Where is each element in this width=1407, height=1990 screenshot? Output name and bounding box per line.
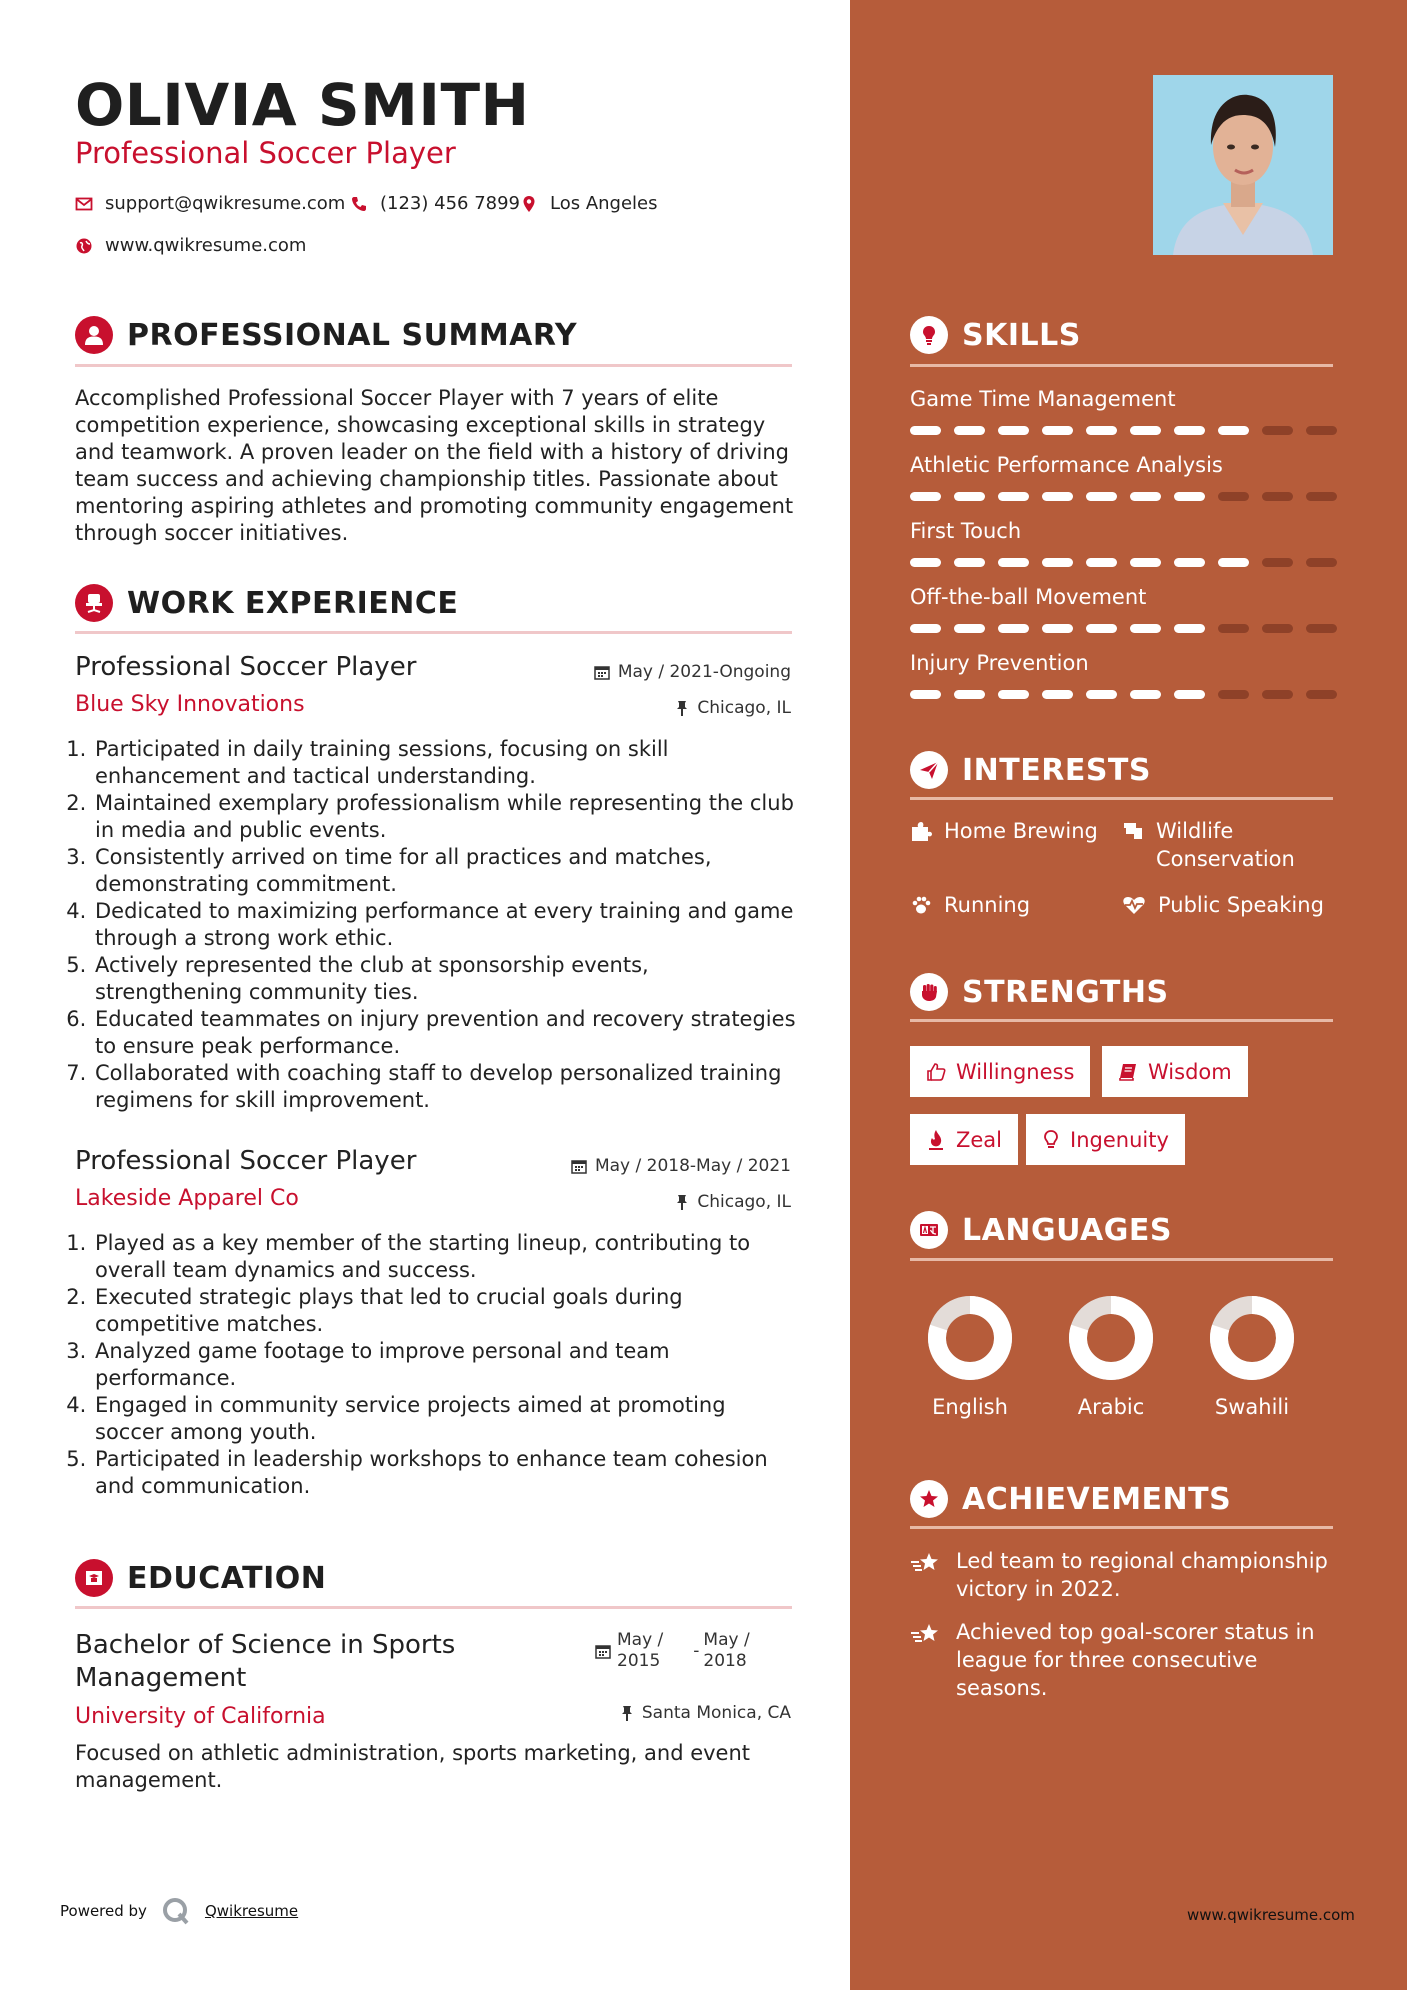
envelope-icon <box>75 195 93 213</box>
interest-label: Conservation <box>1156 847 1295 871</box>
summary-line: team success and achieving championship titles. Passionate about <box>75 467 778 491</box>
skill-name: First Touch <box>910 519 1022 543</box>
achievement-line: Achieved top goal-scorer status in <box>956 1620 1315 1644</box>
candidate-role: Professional Soccer Player <box>75 136 456 170</box>
rating-dash-filled <box>910 690 941 699</box>
rating-dash-filled <box>954 426 985 435</box>
book-icon <box>1118 1062 1138 1082</box>
interest-item <box>910 891 1030 919</box>
phone-text: (123) 456 7899 <box>380 193 521 214</box>
rating-dash-filled <box>1086 624 1117 633</box>
shooting-star-icon <box>910 1550 942 1576</box>
rating-dash-filled <box>998 492 1029 501</box>
flame-icon <box>926 1129 946 1151</box>
rating-dash-empty <box>1306 624 1337 633</box>
rating-dash-filled <box>1086 492 1117 501</box>
rating-dash-filled <box>998 624 1029 633</box>
rating-dash-empty <box>1218 492 1249 501</box>
rating-dash-filled <box>910 492 941 501</box>
language-icon <box>910 1211 948 1249</box>
interests-divider <box>910 797 1333 800</box>
interest-label: Home Brewing <box>944 819 1098 843</box>
footer-url[interactable]: www.qwikresume.com <box>1187 1906 1355 1924</box>
achievement-line: victory in 2022. <box>956 1577 1121 1601</box>
end-date <box>703 1630 749 1672</box>
summary-title: PROFESSIONAL SUMMARY <box>127 317 578 353</box>
job-date-text: May / 2018-May / 2021 <box>594 1156 791 1176</box>
rating-dash-filled <box>998 690 1029 699</box>
skill-item <box>910 583 1340 649</box>
skill-name: Injury Prevention <box>910 651 1089 675</box>
summary-line: and teamwork. A proven leader on the field with a history of driving <box>75 440 789 464</box>
globe-icon <box>75 237 93 255</box>
job-location-text: Chicago, IL <box>697 1192 791 1212</box>
languages-divider <box>910 1258 1333 1261</box>
date-separator: - <box>693 1640 700 1661</box>
job-date-text: May / 2021-Ongoing <box>617 662 791 682</box>
rating-dash-filled <box>954 558 985 567</box>
skills-heading <box>910 316 1081 354</box>
rating-dash-filled <box>998 558 1029 567</box>
rating-dash-filled <box>1086 690 1117 699</box>
shooting-star-icon <box>910 1621 942 1647</box>
degree-line: Management <box>75 1663 247 1693</box>
job-date <box>571 1156 791 1176</box>
office-chair-icon <box>75 584 113 622</box>
skill-item <box>910 649 1340 715</box>
heartbeat-icon <box>1122 894 1146 916</box>
interest-label: Public Speaking <box>1158 893 1324 917</box>
lightbulb-icon <box>910 316 948 354</box>
interest-label: Wildlife <box>1156 819 1234 843</box>
calendar-icon <box>571 1158 587 1174</box>
location-text: Los Angeles <box>550 193 658 214</box>
rating-dash-filled <box>910 558 941 567</box>
school-name: University of California <box>75 1704 326 1729</box>
language-level-donut <box>1066 1293 1156 1383</box>
interest-label: Running <box>944 893 1031 917</box>
education-location-text: Santa Monica, CA <box>641 1703 791 1723</box>
languages-row <box>905 1293 1345 1433</box>
pushpin-icon <box>675 1194 689 1210</box>
pushpin-icon <box>620 1705 634 1721</box>
skill-rating-bar <box>910 426 1340 435</box>
list-item: 2. Executed strategic plays that led to crucial goals during competitive matches. <box>93 1284 800 1338</box>
experience-heading <box>75 584 458 622</box>
achievements-heading <box>910 1480 1231 1518</box>
strengths-divider <box>910 1019 1333 1022</box>
brand-link[interactable]: Qwikresume <box>204 1902 299 1920</box>
skill-item <box>910 451 1340 517</box>
interests-title: INTERESTS <box>962 752 1151 788</box>
leaf-icon <box>1122 820 1144 842</box>
start-year: 2015 <box>617 1651 661 1671</box>
rating-dash-filled <box>1130 426 1161 435</box>
rating-dash-filled <box>910 624 941 633</box>
rating-dash-filled <box>1174 492 1205 501</box>
education-location <box>620 1703 791 1723</box>
language-level-donut <box>925 1293 1015 1383</box>
skill-rating-bar <box>910 492 1340 501</box>
rating-dash-filled <box>1174 426 1205 435</box>
interests-heading <box>910 751 1151 789</box>
summary-heading <box>75 316 577 354</box>
strength-label: Ingenuity <box>1070 1127 1169 1152</box>
footer-powered-by <box>60 1896 298 1926</box>
calendar-icon <box>595 1643 611 1659</box>
end-year: 2018 <box>703 1651 747 1671</box>
puzzle-icon <box>910 820 932 842</box>
website-text: www.qwikresume.com <box>105 235 307 256</box>
paw-icon <box>910 894 932 916</box>
achievements-title: ACHIEVEMENTS <box>962 1481 1232 1517</box>
skill-name: Off-the-ball Movement <box>910 585 1147 609</box>
email-text: support@qwikresume.com <box>105 193 346 214</box>
rating-dash-filled <box>998 426 1029 435</box>
job-responsibilities <box>75 736 800 1114</box>
achievement-item <box>910 1547 1340 1603</box>
rating-dash-filled <box>1130 558 1161 567</box>
interest-item <box>1122 817 1295 873</box>
list-item: 2. Maintained exemplary professionalism while representing the club in media and public events. <box>93 790 800 844</box>
rating-dash-filled <box>954 690 985 699</box>
rating-dash-empty <box>1218 690 1249 699</box>
job-date <box>594 662 791 682</box>
job-title: Professional Soccer Player <box>75 652 417 682</box>
skill-item <box>910 517 1340 583</box>
languages-heading <box>910 1211 1172 1249</box>
strengths-heading <box>910 973 1169 1011</box>
list-item: 7. Collaborated with coaching staff to develop personalized training regimens for skill improvement. <box>93 1060 800 1114</box>
rating-dash-empty <box>1262 624 1293 633</box>
end-month: May / <box>703 1630 750 1650</box>
rating-dash-empty <box>1262 558 1293 567</box>
rating-dash-filled <box>1130 624 1161 633</box>
skills-divider <box>910 364 1333 367</box>
rating-dash-filled <box>1130 492 1161 501</box>
rating-dash-empty <box>1306 690 1337 699</box>
rating-dash-filled <box>1174 690 1205 699</box>
candidate-name: OLIVIA SMITH <box>75 71 530 139</box>
job-location-text: Chicago, IL <box>697 698 791 718</box>
achievement-line: league for three consecutive <box>956 1648 1258 1672</box>
skills-title: SKILLS <box>962 317 1081 353</box>
summary-line: through soccer initiatives. <box>75 521 349 545</box>
rating-dash-filled <box>910 426 941 435</box>
list-item: 1. Participated in daily training sessions, focusing on skill enhancement and tactical understanding. <box>93 736 800 790</box>
start-month: May / <box>617 1630 664 1650</box>
summary-text <box>75 385 805 547</box>
skills-list <box>910 385 1340 715</box>
job-company: Lakeside Apparel Co <box>75 1186 299 1211</box>
job-title: Professional Soccer Player <box>75 1146 417 1176</box>
graduation-cap-icon <box>75 1559 113 1597</box>
achievements-divider <box>910 1526 1333 1529</box>
strength-label: Zeal <box>956 1127 1003 1152</box>
rating-dash-empty <box>1306 492 1337 501</box>
strength-badge <box>910 1114 1018 1165</box>
experience-title: WORK EXPERIENCE <box>127 585 459 621</box>
contact-location <box>520 193 658 214</box>
education-dates <box>595 1630 795 1672</box>
experience-divider <box>75 631 792 634</box>
user-icon <box>75 316 113 354</box>
rating-dash-empty <box>1306 426 1337 435</box>
rating-dash-filled <box>1218 558 1249 567</box>
person-portrait-image <box>1153 75 1333 255</box>
strength-label: Willingness <box>956 1059 1075 1084</box>
education-heading <box>75 1559 326 1597</box>
language-name: Arabic <box>1077 1395 1145 1419</box>
rating-dash-empty <box>1218 624 1249 633</box>
education-desc-line: management. <box>75 1768 223 1792</box>
skill-rating-bar <box>910 624 1340 633</box>
contact-website[interactable] <box>75 235 306 256</box>
education-divider <box>75 1606 792 1609</box>
list-item: 3. Consistently arrived on time for all practices and matches, demonstrating commitment. <box>93 844 800 898</box>
job-responsibilities <box>75 1230 800 1500</box>
map-marker-icon <box>520 195 538 213</box>
summary-line: competition experience, showcasing exceptional skills in strategy <box>75 413 766 437</box>
interest-item <box>1122 891 1324 919</box>
start-date <box>617 1630 663 1672</box>
achievement-item <box>910 1618 1340 1702</box>
languages-title: LANGUAGES <box>962 1212 1172 1248</box>
strength-badge <box>1026 1114 1185 1165</box>
thumbs-up-icon <box>926 1062 946 1082</box>
language-name: Swahili <box>1214 1395 1290 1419</box>
rating-dash-empty <box>1262 690 1293 699</box>
rating-dash-empty <box>1262 492 1293 501</box>
language-item <box>905 1293 1035 1419</box>
rating-dash-empty <box>1306 558 1337 567</box>
pushpin-icon <box>675 700 689 716</box>
language-level-donut <box>1207 1293 1297 1383</box>
rating-dash-filled <box>1086 426 1117 435</box>
list-item: 4. Dedicated to maximizing performance at every training and game through a strong work ethic. <box>93 898 800 952</box>
skill-rating-bar <box>910 690 1340 699</box>
summary-divider <box>75 364 792 367</box>
phone-icon <box>350 195 368 213</box>
strength-badge <box>1102 1046 1248 1097</box>
lightbulb-outline-icon <box>1042 1129 1060 1151</box>
education-title: EDUCATION <box>127 1560 327 1596</box>
rating-dash-filled <box>954 492 985 501</box>
list-item: 3. Analyzed game footage to improve personal and team performance. <box>93 1338 800 1392</box>
achievement-line: Led team to regional championship <box>956 1549 1328 1573</box>
skill-name: Athletic Performance Analysis <box>910 453 1223 477</box>
list-item: 4. Engaged in community service projects aimed at promoting soccer among youth. <box>93 1392 800 1446</box>
summary-line: Accomplished Professional Soccer Player with 7 years of elite <box>75 386 719 410</box>
rating-dash-empty <box>1262 426 1293 435</box>
skill-rating-bar <box>910 558 1340 567</box>
contact-phone[interactable] <box>350 193 520 214</box>
job-location <box>675 1192 791 1212</box>
profile-photo <box>1153 75 1333 255</box>
language-item <box>1046 1293 1176 1419</box>
list-item: 1. Played as a key member of the starting lineup, contributing to overall team dynamics and success. <box>93 1230 800 1284</box>
language-name: English <box>932 1395 1008 1419</box>
rating-dash-filled <box>1174 624 1205 633</box>
contact-email[interactable] <box>75 193 345 214</box>
interest-item <box>910 817 1098 845</box>
star-badge-icon <box>910 1480 948 1518</box>
education-desc-line: Focused on athletic administration, sports marketing, and event <box>75 1741 751 1765</box>
list-item: 5. Actively represented the club at sponsorship events, strengthening community ties. <box>93 952 800 1006</box>
rating-dash-filled <box>1218 426 1249 435</box>
list-item: 5. Participated in leadership workshops to enhance team cohesion and communication. <box>93 1446 800 1500</box>
paper-plane-icon <box>910 751 948 789</box>
rating-dash-filled <box>1086 558 1117 567</box>
powered-by-text: Powered by <box>60 1902 147 1920</box>
rating-dash-filled <box>1042 426 1073 435</box>
language-item <box>1187 1293 1317 1419</box>
rating-dash-filled <box>1042 492 1073 501</box>
degree-line: Bachelor of Science in Sports <box>75 1630 456 1660</box>
rating-dash-filled <box>1042 624 1073 633</box>
strengths-title: STRENGTHS <box>962 974 1169 1010</box>
summary-line: mentoring aspiring athletes and promoting community engagement <box>75 494 794 518</box>
strength-badge <box>910 1046 1090 1097</box>
rating-dash-filled <box>1174 558 1205 567</box>
rating-dash-filled <box>1130 690 1161 699</box>
fist-icon <box>910 973 948 1011</box>
qwikresume-logo-icon <box>161 1896 191 1926</box>
rating-dash-filled <box>1042 558 1073 567</box>
list-item: 6. Educated teammates on injury prevention and recovery strategies to ensure peak performance. <box>93 1006 800 1060</box>
rating-dash-filled <box>954 624 985 633</box>
rating-dash-filled <box>1042 690 1073 699</box>
strength-label: Wisdom <box>1148 1059 1232 1084</box>
skill-name: Game Time Management <box>910 387 1176 411</box>
achievement-line: seasons. <box>956 1676 1048 1700</box>
job-company: Blue Sky Innovations <box>75 692 305 717</box>
degree-title <box>75 1629 455 1695</box>
calendar-icon <box>594 664 610 680</box>
skill-item <box>910 385 1340 451</box>
job-location <box>675 698 791 718</box>
education-description <box>75 1740 805 1794</box>
